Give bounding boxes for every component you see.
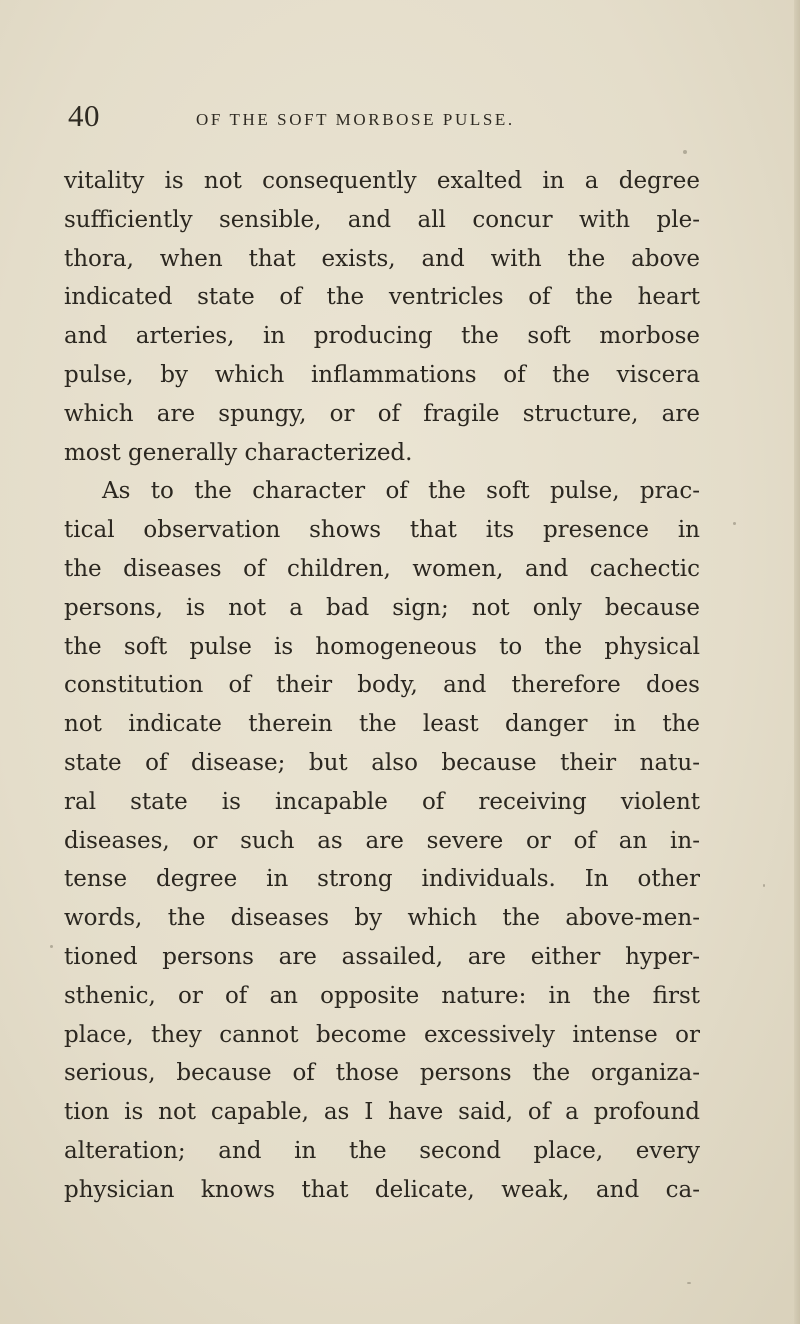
text-line: state of disease; but also because their natu- — [64, 749, 700, 776]
text-line: the diseases of children, women, and cachectic — [64, 555, 700, 582]
body-text — [64, 162, 700, 1210]
text-line: most generally characterized. — [64, 439, 413, 466]
text-line: thora, when that exists, and with the above — [64, 245, 700, 272]
text-line: not indicate therein the least danger in the — [64, 711, 700, 738]
paper-speck — [687, 1282, 691, 1284]
text-line: tioned persons are assailed, are either hyper- — [64, 943, 700, 970]
text-line: serious, because of those persons the organiza- — [64, 1060, 700, 1087]
text-line: sufficiently sensible, and all concur with ple- — [64, 206, 700, 233]
paragraph — [64, 162, 700, 472]
paper-speck — [763, 884, 765, 887]
text-line: diseases, or such as are severe or of an in- — [64, 827, 700, 854]
text-line: constitution of their body, and therefore does — [64, 672, 700, 699]
paper-speck — [50, 945, 53, 948]
running-head: OF THE SOFT MORBOSE PULSE. — [196, 110, 515, 129]
text-line: the soft pulse is homogeneous to the physical — [64, 633, 700, 660]
text-line: indicated state of the ventricles of the heart — [64, 284, 700, 311]
page-edge-shadow — [794, 0, 800, 1324]
paper-speck — [733, 522, 736, 525]
text-line: alteration; and in the second place, every — [64, 1137, 700, 1164]
text-line: tical observation shows that its presence in — [64, 517, 700, 544]
text-line: persons, is not a bad sign; not only because — [64, 594, 700, 621]
text-line: which are spungy, or of fragile structure, are — [64, 400, 700, 427]
text-line: vitality is not consequently exalted in a degree — [64, 168, 700, 194]
text-line: As to the character of the soft pulse, prac- — [102, 478, 700, 505]
text-line: tion is not capable, as I have said, of a profound — [64, 1099, 700, 1126]
paragraph — [64, 472, 700, 1209]
text-line: and arteries, in producing the soft morbose — [64, 323, 700, 350]
page-header — [68, 98, 708, 138]
text-line: words, the diseases by which the above-men- — [64, 905, 700, 932]
text-line: place, they cannot become excessively intense or — [64, 1021, 700, 1048]
text-line: sthenic, or of an opposite nature: in the first — [64, 982, 700, 1009]
text-line: ral state is incapable of receiving violent — [64, 788, 700, 815]
paper-speck — [683, 150, 687, 154]
page-number: 40 — [68, 98, 100, 133]
text-line: physician knows that delicate, weak, and ca- — [64, 1176, 700, 1203]
text-line: tense degree in strong individuals. In other — [64, 866, 700, 893]
text-line: pulse, by which inflammations of the viscera — [64, 361, 700, 388]
